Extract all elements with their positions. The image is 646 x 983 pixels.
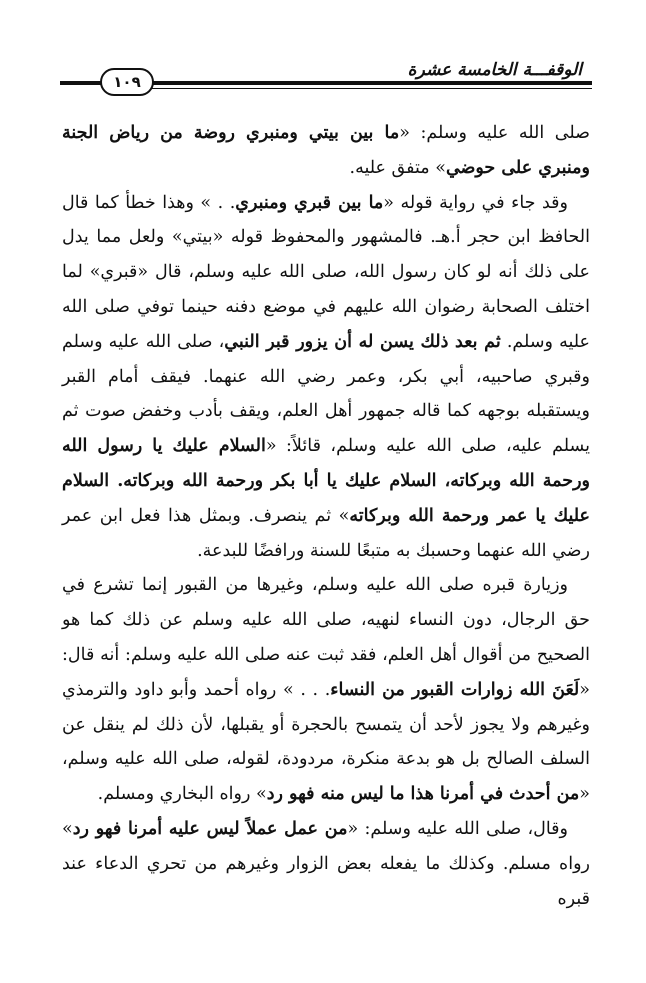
chapter-title: الوقفـــة الخامسة عشرة [407, 60, 582, 80]
header-rule-thin [152, 88, 592, 89]
page-number: ١٠٩ [100, 68, 154, 96]
paragraph-3: وزيارة قبره صلى الله عليه وسلم، وغيرها من القبور إنما تشرع في حق الرجال، دون النساء لنهيه، صلى الله عليه وسلم عن ذلك كما هو الصحيح من أقوال أهل العلم، فقد ثبت عنه صلى الله عليه وسلم: أنه قال: «لَعَنَ الله زوارات القبور من النساء. . . » رواه أحمد وأبو داود والترمذي وغيرهم ولا يجوز لأحد أن يتمسح بالحجرة أو يقبلها، لأن ذلك لم ينقل عن السلف الصالح بل هو بدعة منكرة، مردودة، لقوله، صلى الله عليه وسلم، «من أحدث في أمرنا هذا ما ليس منه فهو رد» رواه البخاري ومسلم. [62, 575, 590, 805]
paragraph-2: وقد جاء في رواية قوله «ما بين قبري ومنبري. . » وهذا خطأ كما قال الحافظ ابن حجر أ.هـ. فالمشهور والمحفوظ قوله «بيتي» ولعل مما يدل على ذلك أنه لو كان رسول الله، صلى الله عليه وسلم، قال «قبري» لما اختلف الصحابة رضوان الله عليهم في موضع دفنه حينما توفي صلى الله عليه وسلم. ثم بعد ذلك يسن له أن يزور قبر النبي، صلى الله عليه وسلم وقبري صاحبيه، أبي بكر، وعمر رضي الله عنهما. فيقف أمام القبر ويستقبله بوجهه كما قاله جمهور أهل العلم، ويقف بأدب وخفض صوت ثم يسلم عليه، صلى الله عليه وسلم، قائلاً: «السلام عليك يا رسول الله ورحمة الله وبركاته، السلام عليك يا أبا بكر ورحمة الله وبركاته. السلام عليك يا عمر ورحمة الله وبركاته» ثم ينصرف. وبمثل هذا فعل ابن عمر رضي الله عنهما وحسبك به متبعًا للسنة ورافضًا للبدعة. [62, 192, 590, 561]
running-header [60, 56, 592, 102]
paragraph-1: صلى الله عليه وسلم: «ما بين بيتي ومنبري روضة من رياض الجنة ومنبري على حوضي» متفق عليه. [62, 123, 591, 178]
paragraph-4: وقال، صلى الله عليه وسلم: «من عمل عملاً ليس عليه أمرنا فهو رد» رواه مسلم. وكذلك ما يفعله بعض الزوار وغيرهم من تحري الدعاء عند قبره [62, 818, 590, 909]
main-text [62, 116, 590, 916]
